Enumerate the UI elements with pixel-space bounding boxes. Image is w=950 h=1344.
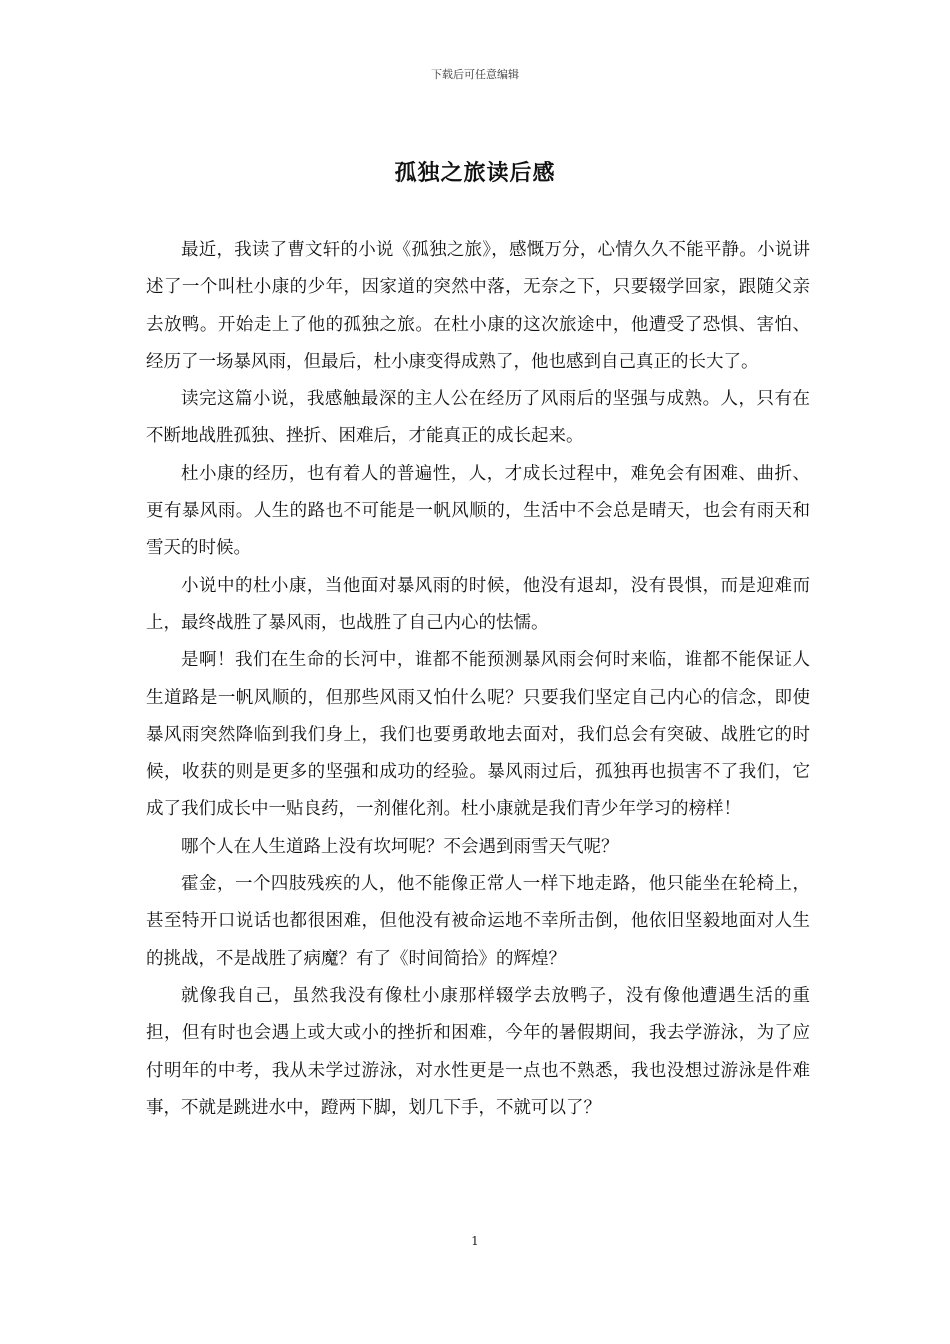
page-number: 1: [471, 1234, 479, 1248]
paragraph: 杜小康的经历，也有着人的普遍性，人，才成长过程中，难免会有困难、曲折、更有暴风雨。人生的路也不可能是一帆风顺的，生活中不会总是晴天，也会有雨天和雪天的时候。: [146, 463, 810, 559]
paragraph: 就像我自己，虽然我没有像杜小康那样辍学去放鸭子，没有像他遭遇生活的重担，但有时也会遇上或大或小的挫折和困难，今年的暑假期间，我去学游泳，为了应付明年的中考，我从未学过游泳，对水性更是一点也不熟悉，我也没想过游泳是件难事，不就是跳进水中，蹬两下脚，划几下手，不就可以了？: [146, 985, 810, 1118]
document-body: [146, 232, 810, 1127]
paragraph: 是啊！我们在生命的长河中，谁都不能预测暴风雨会何时来临，谁都不能保证人生道路是一帆风顺的，但那些风雨又怕什么呢？只要我们坚定自己内心的信念，即使暴风雨突然降临到我们身上，我们也要勇敢地去面对，我们总会有突破、战胜它的时候，收获的则是更多的坚强和成功的经验。暴风雨过后，孤独再也损害不了我们，它成了我们成长中一贴良药，一剂催化剂。杜小康就是我们青少年学习的榜样！: [146, 650, 810, 820]
document-title: 孤独之旅读后感: [394, 160, 556, 186]
paragraph: 哪个人在人生道路上没有坎坷呢？不会遇到雨雪天气呢？: [181, 836, 619, 857]
paragraph: 读完这篇小说，我感触最深的主人公在经历了风雨后的坚强与成熟。人，只有在不断地战胜孤独、挫折、困难后，才能真正的成长起来。: [146, 389, 810, 447]
paragraph: 最近，我读了曹文轩的小说《孤独之旅》，感慨万分，心情久久不能平静。小说讲述了一个叫杜小康的少年，因家道的突然中落，无奈之下，只要辍学回家，跟随父亲去放鸭。开始走上了他的孤独之旅。在杜小康的这次旅途中，他遭受了恐惧、害怕、经历了一场暴风雨，但最后，杜小康变得成熟了，他也感到自己真正的长大了。: [146, 240, 810, 372]
paragraph: 霍金，一个四肢残疾的人，他不能像正常人一样下地走路，他只能坐在轮椅上，甚至特开口说话也都很困难，但他没有被命运地不幸所击倒，他依旧坚毅地面对人生的挑战，不是战胜了病魔？有了《时间简拾》的辉煌？: [146, 874, 810, 969]
paragraph: 小说中的杜小康，当他面对暴风雨的时候，他没有退却，没有畏惧，而是迎难而上，最终战胜了暴风雨，也战胜了自己内心的怯懦。: [146, 575, 810, 633]
page-header-note: 下载后可任意编辑: [431, 68, 519, 81]
